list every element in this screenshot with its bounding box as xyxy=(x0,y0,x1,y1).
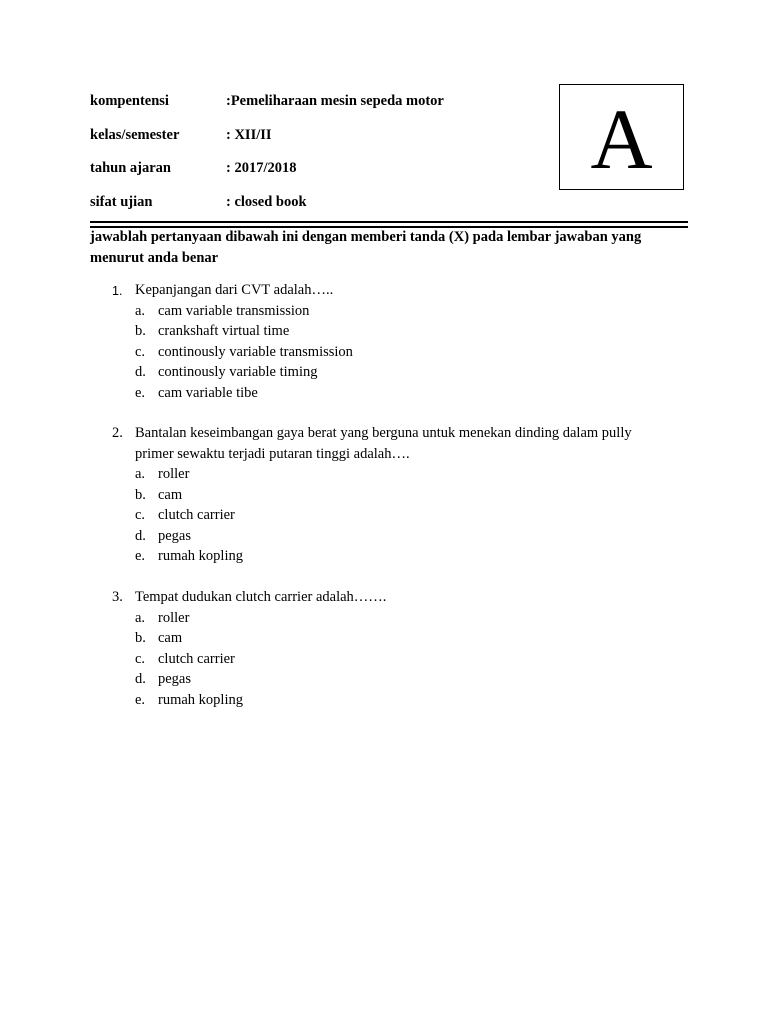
option-text: rumah kopling xyxy=(158,548,243,564)
label-tahun-ajaran: tahun ajaran xyxy=(90,160,171,176)
option-letter: d. xyxy=(135,364,146,380)
exam-version-box xyxy=(559,84,684,190)
option-list xyxy=(112,301,672,404)
option-letter: c. xyxy=(135,343,146,360)
question-2 xyxy=(112,423,672,567)
value-sifat-ujian: : closed book xyxy=(226,194,307,210)
option-text: continously variable transmission xyxy=(158,343,353,360)
option-b xyxy=(112,321,672,342)
option-text: clutch carrier xyxy=(158,507,235,523)
option-letter: b. xyxy=(135,323,146,339)
option-d xyxy=(112,526,672,547)
option-e xyxy=(112,383,672,404)
option-text: rumah kopling xyxy=(158,691,243,708)
option-d xyxy=(112,362,672,383)
question-number: 3. xyxy=(112,589,123,605)
option-b xyxy=(112,485,672,506)
option-c xyxy=(112,342,672,363)
value-kelas-semester: : XII/II xyxy=(226,127,272,143)
option-letter: b. xyxy=(135,486,146,503)
option-letter: c. xyxy=(135,507,146,523)
option-letter: a. xyxy=(135,302,146,319)
value-kompetensi: :Pemeliharaan mesin sepeda motor xyxy=(226,93,444,109)
option-text: pegas xyxy=(158,671,192,687)
option-text: continously variable timing xyxy=(158,364,318,380)
divider-top xyxy=(90,221,688,223)
option-text: crankshaft virtual time xyxy=(158,323,290,339)
option-a xyxy=(112,301,672,322)
option-letter: a. xyxy=(135,466,146,482)
option-text: pegas xyxy=(158,527,192,544)
label-kompetensi: kompentensi xyxy=(90,93,169,109)
question-text: Tempat dudukan clutch carrier adalah……. xyxy=(135,589,387,605)
question-text: Bantalan keseimbangan gaya berat yang berguna untuk menekan dinding dalam pully primer sewaktu terjadi putaran tinggi adalah…. xyxy=(135,425,632,462)
option-text: cam variable tibe xyxy=(158,384,258,401)
option-b xyxy=(112,628,672,649)
question-number: 1. xyxy=(112,284,123,298)
label-kelas-semester: kelas/semester xyxy=(90,127,180,143)
option-text: roller xyxy=(158,466,190,482)
option-letter: c. xyxy=(135,650,146,667)
question-number: 2. xyxy=(112,425,123,441)
exam-version-letter: A xyxy=(590,91,653,187)
option-a xyxy=(112,608,672,629)
option-e xyxy=(112,690,672,711)
option-c xyxy=(112,505,672,526)
option-list xyxy=(112,464,672,567)
option-letter: e. xyxy=(135,384,146,401)
option-text: cam xyxy=(158,630,183,646)
option-letter: b. xyxy=(135,630,146,646)
option-list xyxy=(112,608,672,711)
option-e xyxy=(112,546,672,567)
option-c xyxy=(112,649,672,670)
option-letter: a. xyxy=(135,609,146,626)
instruction-text: jawablah pertanyaan dibawah ini dengan memberi tanda (X) pada lembar jawaban yang menurut anda benar xyxy=(90,229,642,266)
option-d xyxy=(112,669,672,690)
option-letter: e. xyxy=(135,691,146,708)
question-1 xyxy=(112,280,672,403)
option-text: cam variable transmission xyxy=(158,302,310,319)
option-text: clutch carrier xyxy=(158,650,235,667)
option-letter: d. xyxy=(135,527,146,544)
question-3 xyxy=(112,587,672,710)
option-letter: d. xyxy=(135,671,146,687)
value-tahun-ajaran: : 2017/2018 xyxy=(226,160,297,176)
option-a xyxy=(112,464,672,485)
option-text: roller xyxy=(158,609,190,626)
option-letter: e. xyxy=(135,548,146,564)
label-sifat-ujian: sifat ujian xyxy=(90,194,153,210)
question-text: Kepanjangan dari CVT adalah….. xyxy=(135,282,334,298)
option-text: cam xyxy=(158,486,183,503)
